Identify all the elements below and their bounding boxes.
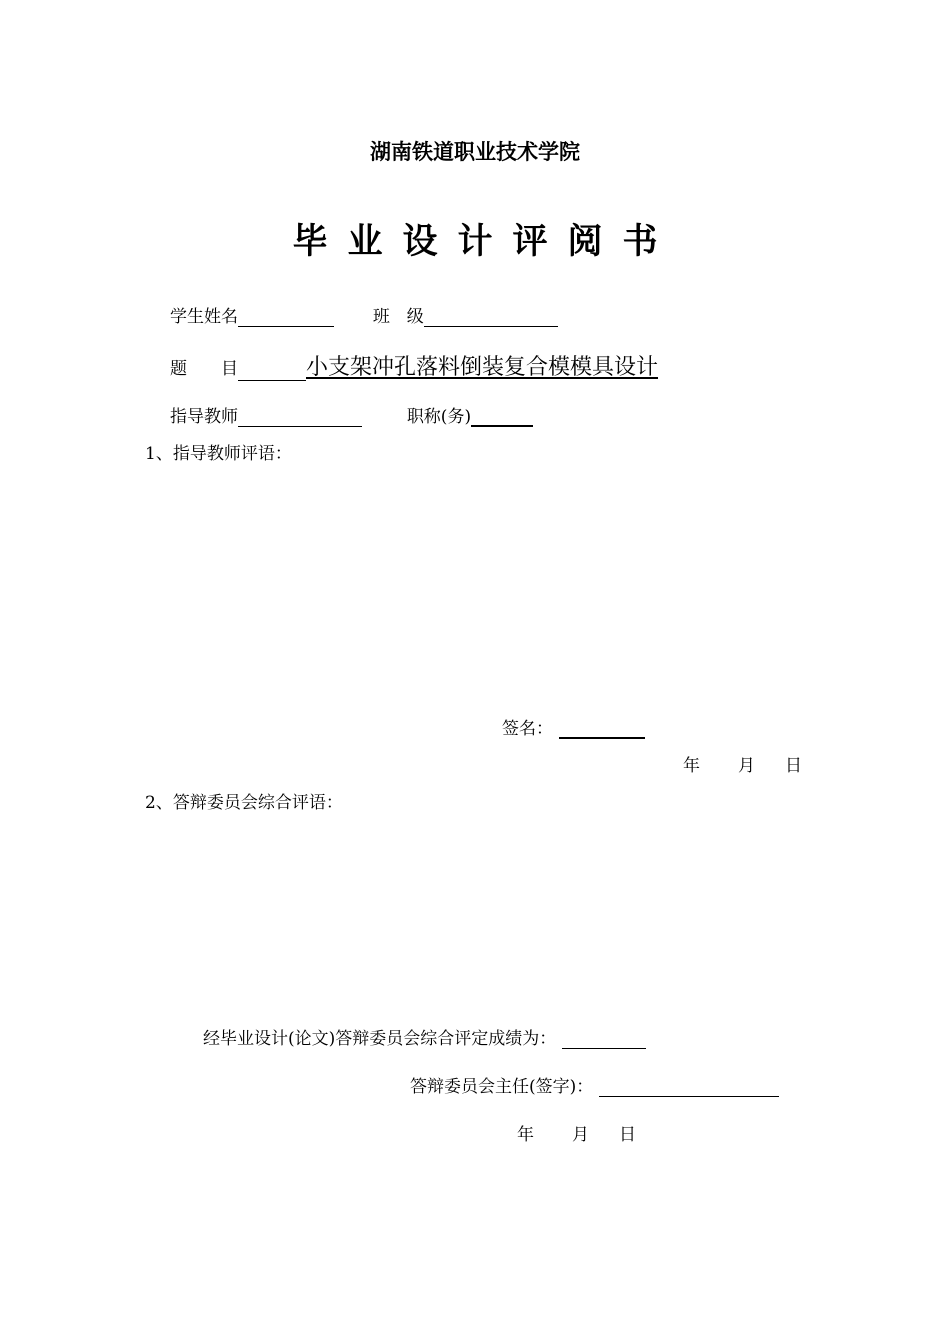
chair-label: 答辩委员会主任(签字)： (410, 1077, 594, 1097)
section2-heading: 2、答辩委员会综合评语： (145, 793, 343, 813)
chair-row (410, 1072, 779, 1097)
student-name-field[interactable] (238, 308, 334, 327)
date-day: 日 (785, 756, 802, 776)
grade-label: 经毕业设计(论文)答辩委员会综合评定成绩为： (203, 1029, 557, 1049)
date-month: 月 (572, 1125, 589, 1145)
student-name-label: 学生姓名 (170, 307, 238, 327)
class-label: 班 级 (372, 307, 424, 327)
chair-signature-field[interactable] (599, 1078, 779, 1097)
date-year: 年 (517, 1125, 534, 1145)
date-year: 年 (683, 756, 700, 776)
signature-label: 签名： (502, 719, 553, 739)
date-day: 日 (619, 1125, 636, 1145)
title-rank-field[interactable] (471, 407, 533, 427)
grade-row (203, 1024, 646, 1049)
grade-field[interactable] (562, 1030, 646, 1049)
advisor-field[interactable] (238, 408, 362, 427)
class-field[interactable] (424, 308, 558, 327)
student-info-row (170, 302, 558, 327)
signature-row (502, 714, 645, 739)
document-title: 毕业设计评阅书 (292, 221, 678, 262)
topic-label: 题 目 (170, 359, 238, 379)
section1-date (683, 751, 802, 776)
signature-field[interactable] (559, 719, 645, 739)
advisor-label: 指导教师 (170, 407, 238, 427)
section2-date (517, 1120, 636, 1145)
topic-value: 小支架冲孔落料倒装复合模模具设计 (306, 355, 659, 380)
topic-underline (238, 362, 306, 381)
section1-heading: 1、指导教师评语： (145, 444, 292, 464)
topic-row (170, 350, 658, 381)
title-rank-label: 职称(务) (406, 407, 472, 427)
school-name: 湖南铁道职业技术学院 (370, 139, 580, 164)
advisor-row (170, 402, 533, 427)
date-month: 月 (738, 756, 755, 776)
